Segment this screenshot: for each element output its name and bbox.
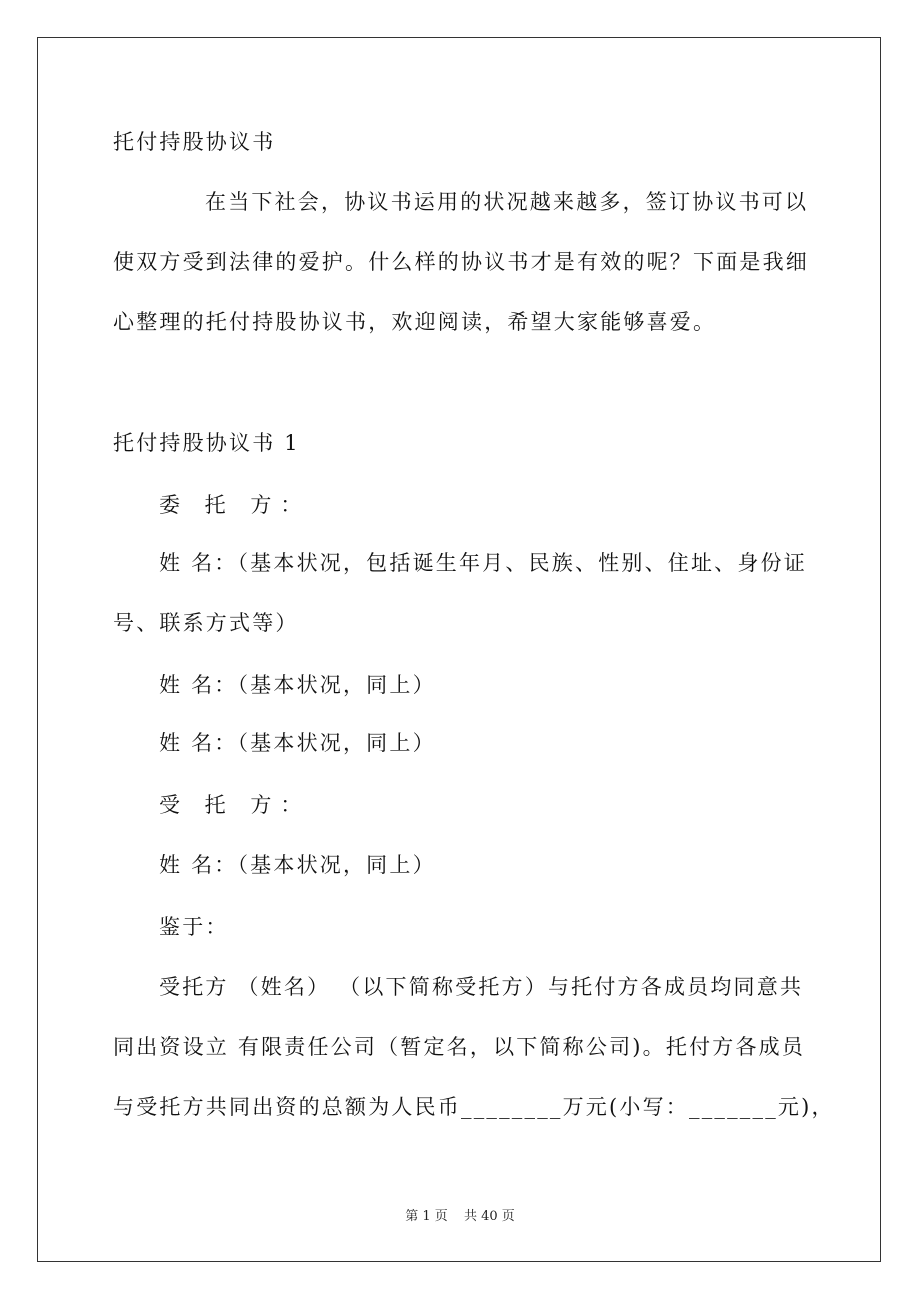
section-heading: 托付持股协议书 1	[113, 431, 300, 455]
body-line-name-1: 姓 名：（基本状况，包括诞生年月、民族、性别、住址、身份证	[159, 551, 807, 575]
body-paragraph-line-3: 与受托方共同出资的总额为人民币________万元(小写：_______元)，	[113, 1095, 835, 1119]
intro-line-1: 在当下社会，协议书运用的状况越来越多，签订协议书可以	[205, 190, 809, 214]
intro-line-2: 使双方受到法律的爱护。什么样的协议书才是有效的呢？下面是我细	[113, 250, 809, 274]
body-line-name-3: 姓 名：（基本状况，同上）	[159, 731, 436, 755]
intro-line-3: 心整理的托付持股协议书，欢迎阅读，希望大家能够喜爱。	[113, 310, 717, 334]
entrusting-party-label: 委 托 方：	[159, 493, 311, 517]
body-paragraph-line-2: 同出资设立 有限责任公司（暂定名，以下简称公司)。托付方各成员	[113, 1035, 806, 1059]
body-line-name-1-cont: 号、联系方式等）	[113, 611, 299, 635]
page-number: 第 1 页	[405, 1209, 448, 1224]
body-line-name-2: 姓 名：（基本状况，同上）	[159, 673, 436, 697]
page-total: 共 40 页	[463, 1209, 515, 1224]
whereas-label: 鉴于：	[159, 915, 229, 939]
trustee-party-label: 受 托 方：	[159, 793, 311, 817]
body-line-trustee-name: 姓 名：（基本状况，同上）	[159, 853, 436, 877]
page-border	[37, 37, 881, 1262]
body-paragraph-line-1: 受托方 （姓名） （以下简称受托方）与托付方各成员均同意共	[159, 975, 804, 999]
document-title: 托付持股协议书	[113, 130, 276, 154]
page-footer	[0, 1205, 920, 1224]
